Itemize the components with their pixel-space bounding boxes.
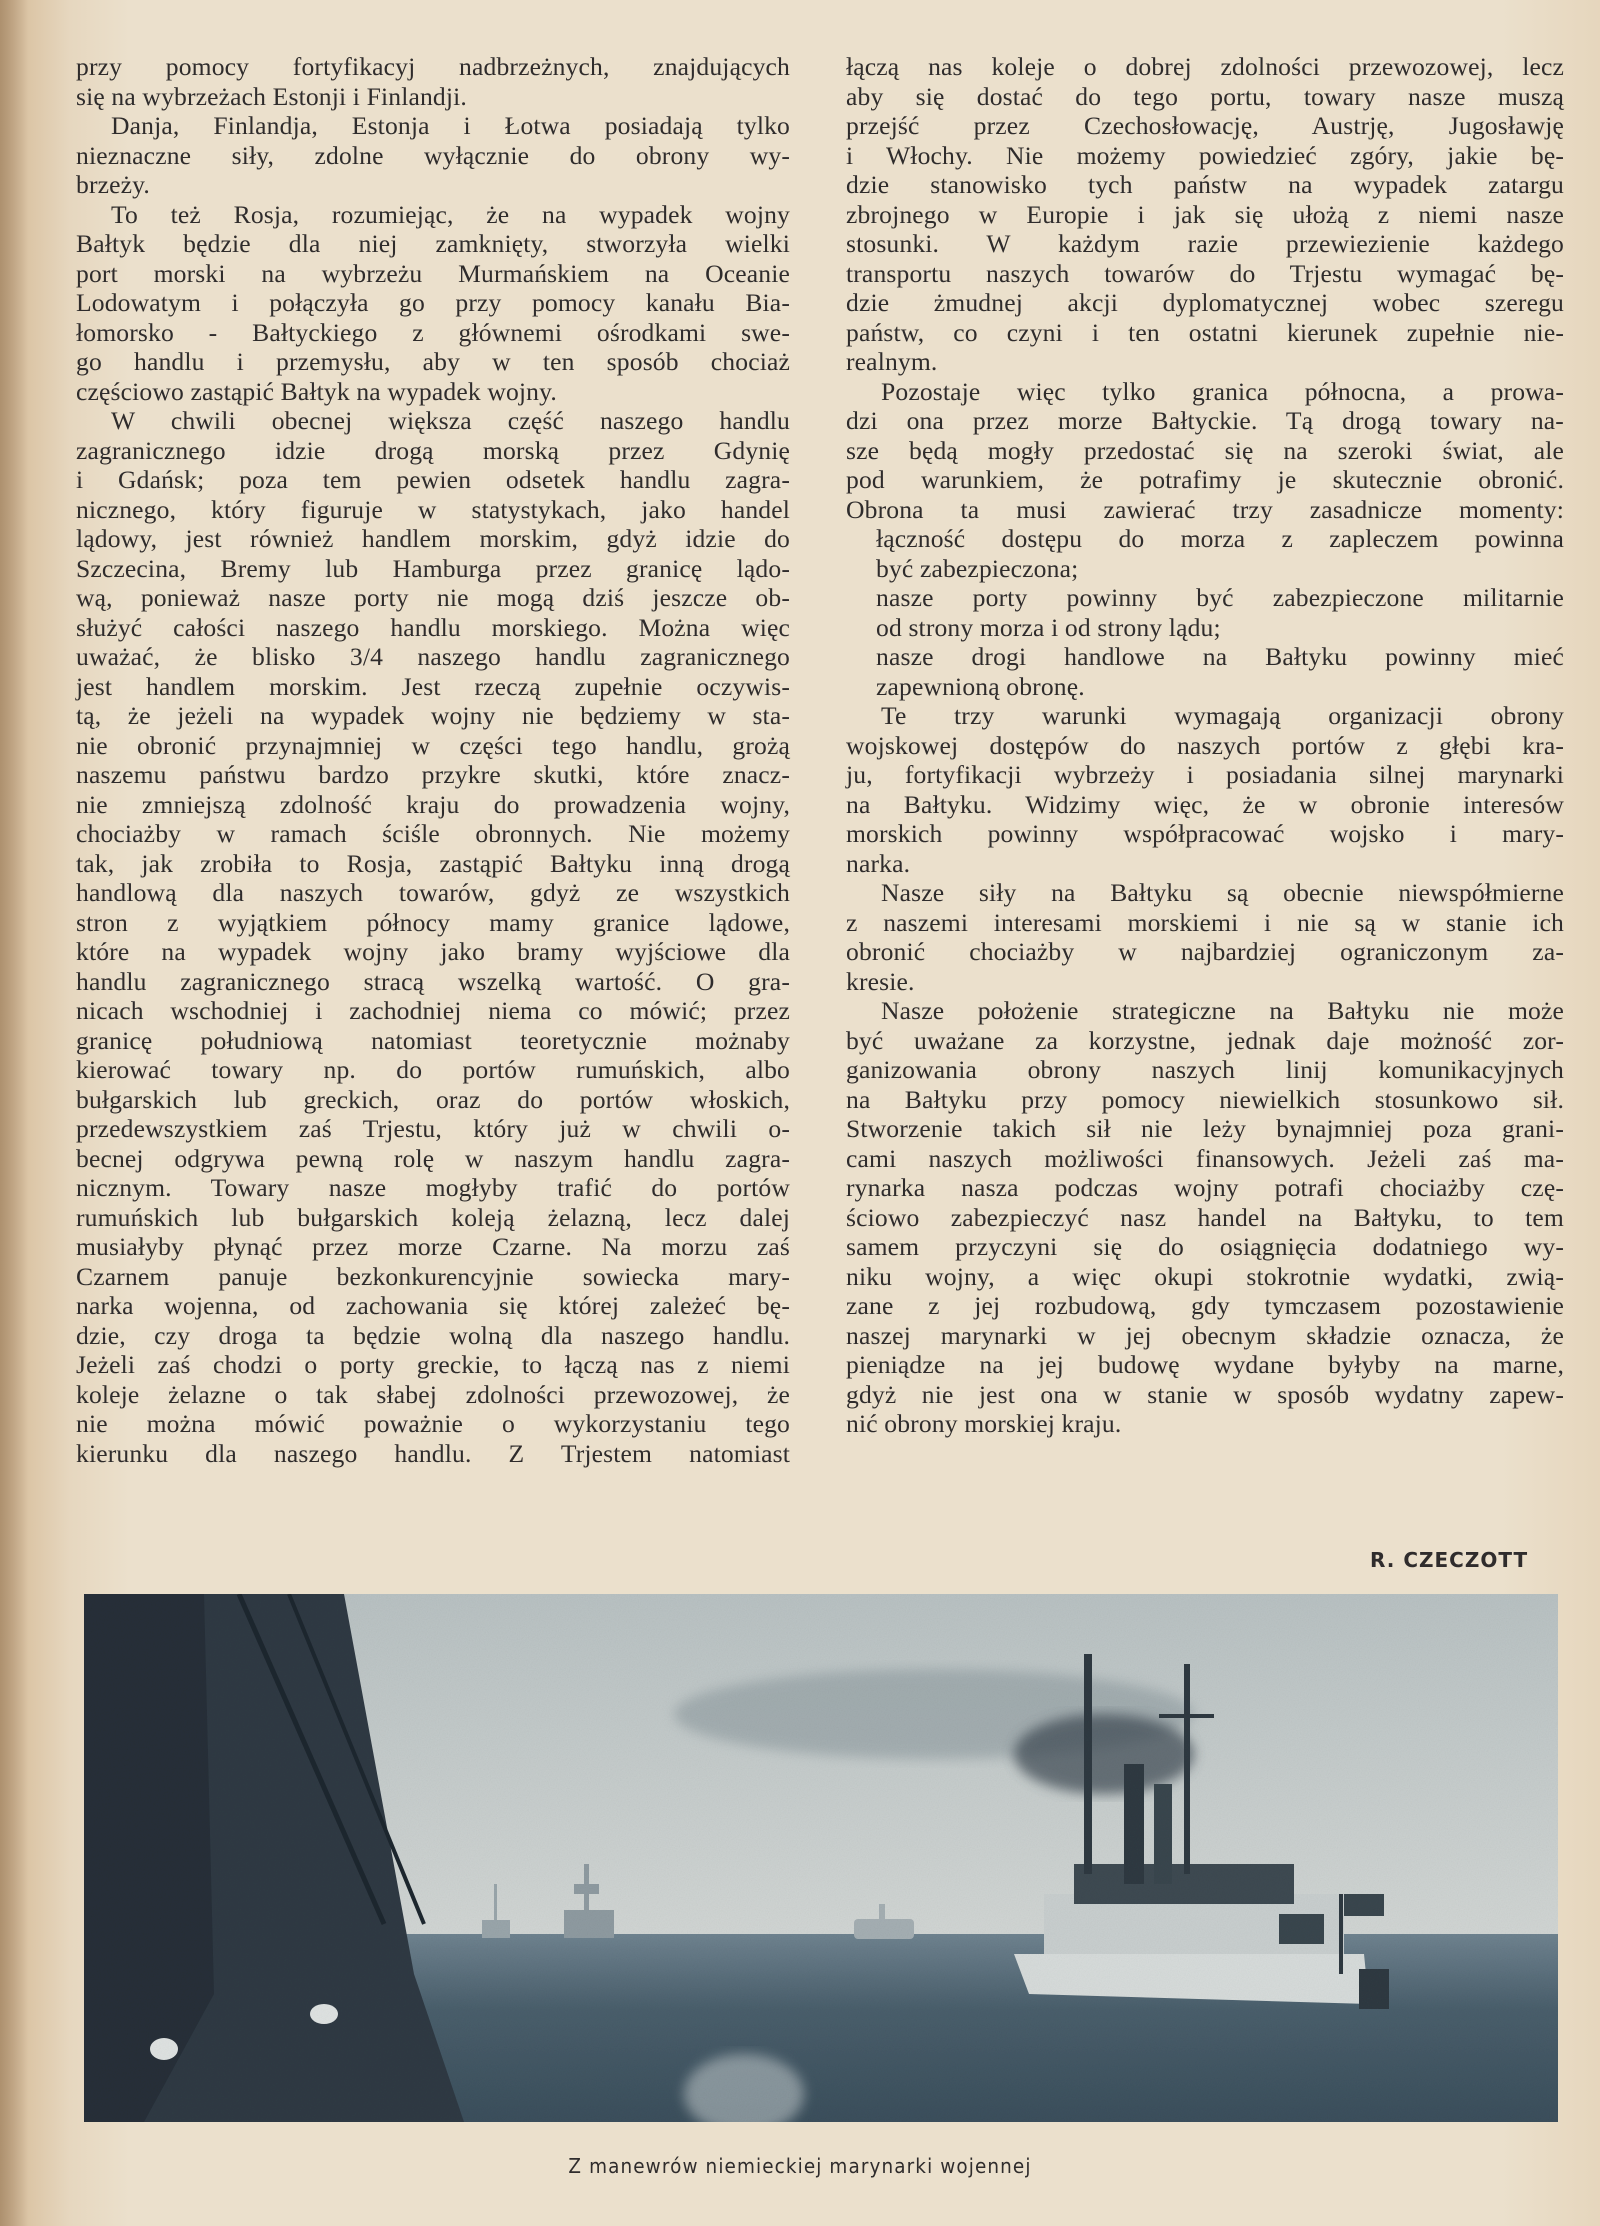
text-line: cami naszych możliwości finansowych. Jeżeli zaś ma- xyxy=(846,1143,1564,1173)
text-line: częściowo zastąpić Bałtyk na wypadek wojny. xyxy=(76,376,557,406)
text-line: państw, co czyni i ten ostatni kierunek zupełnie nie- xyxy=(846,317,1564,347)
text-line: Danja, Finlandja, Estonja i Łotwa posiadają tylko xyxy=(111,111,790,140)
text-line: jest handlem morskim. Jest rzeczą zupełnie oczywis- xyxy=(76,671,790,701)
text-line: brzeży. xyxy=(76,170,150,199)
text-line: chociażby w ramach ściśle obronnych. Nie możemy xyxy=(76,819,790,848)
text-line: Obrona ta musi zawierać trzy zasadnicze momenty: xyxy=(846,494,1564,524)
text-line: handlu zagranicznego stracą wszelką wartość. O gra- xyxy=(76,966,790,996)
text-line: nicznego, który figuruje w statystykach, jako handel xyxy=(76,494,790,524)
text-line: go handlu i przemysłu, aby w ten sposób chociaż xyxy=(76,347,790,376)
text-line: być zabezpieczona; xyxy=(876,553,1079,583)
text-line: rumuńskich lub bułgarskich koleją żelazną, lecz dalej xyxy=(76,1202,790,1232)
text-line: łomorsko - Bałtyckiego z głównemi ośrodkami swe- xyxy=(76,317,790,347)
binding-shadow xyxy=(0,0,28,2226)
text-line: zagranicznego idzie drogą morską przez Gdynię xyxy=(76,435,790,465)
text-line: morskich powinny współpracować wojsko i mary- xyxy=(846,819,1564,848)
text-line: ganizowania obrony naszych linij komunikacyjnych xyxy=(846,1055,1564,1084)
author-signature: R. CZECZOTT xyxy=(1370,1548,1529,1572)
text-line: dzie stanowisko tych państw na wypadek zatargu xyxy=(846,170,1564,199)
text-line: Pozostaje więc tylko granica północna, a prowa- xyxy=(881,376,1564,406)
text-line: Te trzy warunki wymagają organizacji obrony xyxy=(881,701,1564,730)
text-line: Bałtyk będzie dla niej zamknięty, stworzyła wielki xyxy=(76,229,790,258)
text-line: przedewszystkiem zaś Trjestu, który już w chwili o- xyxy=(76,1114,790,1143)
text-line: gdyż nie jest ona w stanie w sposób wydatny zapew- xyxy=(846,1379,1564,1409)
text-line: być uważane za korzystne, jednak daje możność zor- xyxy=(846,1025,1564,1055)
text-line: narka. xyxy=(846,848,911,878)
text-line: naszej marynarki w jej obecnym składzie oznacza, że xyxy=(846,1320,1564,1350)
text-line: Nasze położenie strategiczne na Bałtyku nie może xyxy=(881,996,1564,1025)
text-line: przejść przez Czechosłowację, Austrję, Jugosławję xyxy=(846,111,1564,140)
text-line: od strony morza i od strony lądu; xyxy=(876,612,1221,642)
text-line: nasze drogi handlowe na Bałtyku powinny mieć xyxy=(876,642,1564,671)
text-line: tak, jak zrobiła to Rosja, zastąpić Bałtyku inną drogą xyxy=(76,848,790,878)
text-line: się na wybrzeżach Estonji i Finlandji. xyxy=(76,81,467,111)
text-line: Stworzenie takich sił nie leży bynajmniej poza grani- xyxy=(846,1114,1564,1143)
text-line: sze będą mogły przedostać się na szeroki świat, ale xyxy=(846,435,1564,465)
text-line: realnym. xyxy=(846,347,938,376)
text-line: dzie żmudnej akcji dyplomatycznej wobec szeregu xyxy=(846,288,1564,317)
text-line: dzi ona przez morze Bałtyckie. Tą drogą towary na- xyxy=(846,406,1564,435)
text-line: narka wojenna, od zachowania się której zależeć bę- xyxy=(76,1291,790,1320)
text-line: nie zmniejszą zdolność kraju do prowadzenia wojny, xyxy=(76,789,790,819)
text-line: kresie. xyxy=(846,966,915,996)
text-line: rynarka nasza podczas wojny potrafi chociażby czę- xyxy=(846,1173,1564,1202)
text-line: stosunki. W każdym razie przewiezienie każdego xyxy=(846,229,1564,258)
text-line: naszemu państwu bardzo przykre skutki, które znacz- xyxy=(76,760,790,789)
text-line: lądowy, jest również handlem morskim, gdyż idzie do xyxy=(76,524,790,553)
warships-photo-illustration xyxy=(84,1594,1558,2122)
text-line: W chwili obecnej większa część naszego handlu xyxy=(111,406,790,435)
text-line: To też Rosja, rozumiejąc, że na wypadek wojny xyxy=(111,199,790,229)
text-line: handlową dla naszych towarów, gdyż ze wszystkich xyxy=(76,878,790,907)
text-line: bułgarskich lub greckich, oraz do portów włoskich, xyxy=(76,1084,790,1114)
text-line: nicach wschodniej i zachodniej niema co mówić; przez xyxy=(76,996,790,1025)
text-line: służyć całości naszego handlu morskiego. Można więc xyxy=(76,612,790,642)
text-line: granicę południową natomiast teoretycznie możnaby xyxy=(76,1025,790,1055)
text-line: wojskowej dostępów do naszych portów z głębi kra- xyxy=(846,730,1564,760)
text-line: tą, że jeżeli na wypadek wojny nie będziemy w sta- xyxy=(76,701,790,730)
text-line: nie obronić przynajmniej w części tego handlu, grożą xyxy=(76,730,790,760)
text-line: transportu naszych towarów do Trjestu wymagać bę- xyxy=(846,258,1564,288)
text-line: aby się dostać do tego portu, towary nasze muszą xyxy=(846,81,1564,111)
text-line: samem przyczyni się do osiągnięcia dodatniego wy- xyxy=(846,1232,1564,1261)
text-line: z naszemi interesami morskiemi i nie są w stanie ich xyxy=(846,907,1564,937)
text-line: koleje żelazne o tak słabej zdolności przewozowej, że xyxy=(76,1379,790,1409)
text-line: i Włochy. Nie możemy powiedzieć zgóry, jakie bę- xyxy=(846,140,1564,170)
text-line: becnej odgrywa pewną rolę w naszym handlu zagra- xyxy=(76,1143,790,1173)
text-line: łączą nas koleje o dobrej zdolności przewozowej, lecz xyxy=(846,52,1564,81)
article-column-left xyxy=(76,52,790,1468)
text-line: uważać, że blisko 3/4 naszego handlu zagranicznego xyxy=(76,642,790,671)
text-line: kierunku dla naszego handlu. Z Trjestem natomiast xyxy=(76,1438,790,1468)
text-line: pod warunkiem, że potrafimy je skutecznie obronić. xyxy=(846,465,1564,494)
text-line: stron z wyjątkiem północy mamy granice lądowe, xyxy=(76,907,790,937)
text-line: Lodowatym i połączyła go przy pomocy kanału Bia- xyxy=(76,288,790,317)
text-line: zane z jej rozbudową, gdy tymczasem pozostawienie xyxy=(846,1291,1564,1320)
text-line: ju, fortyfikacji wybrzeży i posiadania silnej marynarki xyxy=(846,760,1564,789)
text-line: pieniądze na jej budowę wydane byłyby na marne, xyxy=(846,1350,1564,1379)
text-line: niku wojny, a więc okupi stokrotnie wydatki, zwią- xyxy=(846,1261,1564,1291)
text-line: które na wypadek wojny jako bramy wyjściowe dla xyxy=(76,937,790,966)
warships-photo xyxy=(84,1594,1558,2122)
text-line: przy pomocy fortyfikacyj nadbrzeżnych, znajdujących xyxy=(76,52,790,81)
text-line: zapewnioną obronę. xyxy=(876,671,1085,701)
text-line: i Gdańsk; poza tem pewien odsetek handlu zagra- xyxy=(76,465,790,494)
text-line: dzie, czy droga ta będzie wolną dla naszego handlu. xyxy=(76,1320,790,1350)
text-line: nieznaczne siły, zdolne wyłącznie do obrony wy- xyxy=(76,140,790,170)
text-line: musiałyby płynąć przez morze Czarne. Na morzu zaś xyxy=(76,1232,790,1261)
text-line: obronić chociażby w najbardziej ograniczonym za- xyxy=(846,937,1564,966)
text-line: nić obrony morskiej kraju. xyxy=(846,1409,1122,1438)
text-line: nicznym. Towary nasze mogłyby trafić do portów xyxy=(76,1173,790,1202)
text-line: ściowo zabezpieczyć nasz handel na Bałtyku, to tem xyxy=(846,1202,1564,1232)
text-line: wą, ponieważ nasze porty nie mogą dziś jeszcze ob- xyxy=(76,583,790,612)
text-line: Czarnem panuje bezkonkurencyjnie sowiecka mary- xyxy=(76,1261,790,1291)
text-line: na Bałtyku. Widzimy więc, że w obronie interesów xyxy=(846,789,1564,819)
photo-caption: Z manewrów niemieckiej marynarki wojennej xyxy=(568,2154,1032,2178)
text-line: na Bałtyku przy pomocy niewielkich stosunkowo sił. xyxy=(846,1084,1564,1114)
article-column-right xyxy=(846,52,1564,1439)
text-line: łączność dostępu do morza z zapleczem powinna xyxy=(876,524,1564,553)
text-line: port morski na wybrzeżu Murmańskiem na Oceanie xyxy=(76,258,790,288)
text-line: Jeżeli zaś chodzi o porty greckie, to łączą nas z niemi xyxy=(76,1350,790,1379)
text-line: Szczecina, Bremy lub Hamburga przez granicę lądo- xyxy=(76,553,790,583)
text-line: kierować towary np. do portów rumuńskich, albo xyxy=(76,1055,790,1084)
text-line: Nasze siły na Bałtyku są obecnie niewspółmierne xyxy=(881,878,1564,907)
text-line: nie można mówić poważnie o wykorzystaniu tego xyxy=(76,1409,790,1438)
text-line: nasze porty powinny być zabezpieczone militarnie xyxy=(876,583,1564,612)
text-line: zbrojnego w Europie i jak się ułożą z niemi nasze xyxy=(846,199,1564,229)
